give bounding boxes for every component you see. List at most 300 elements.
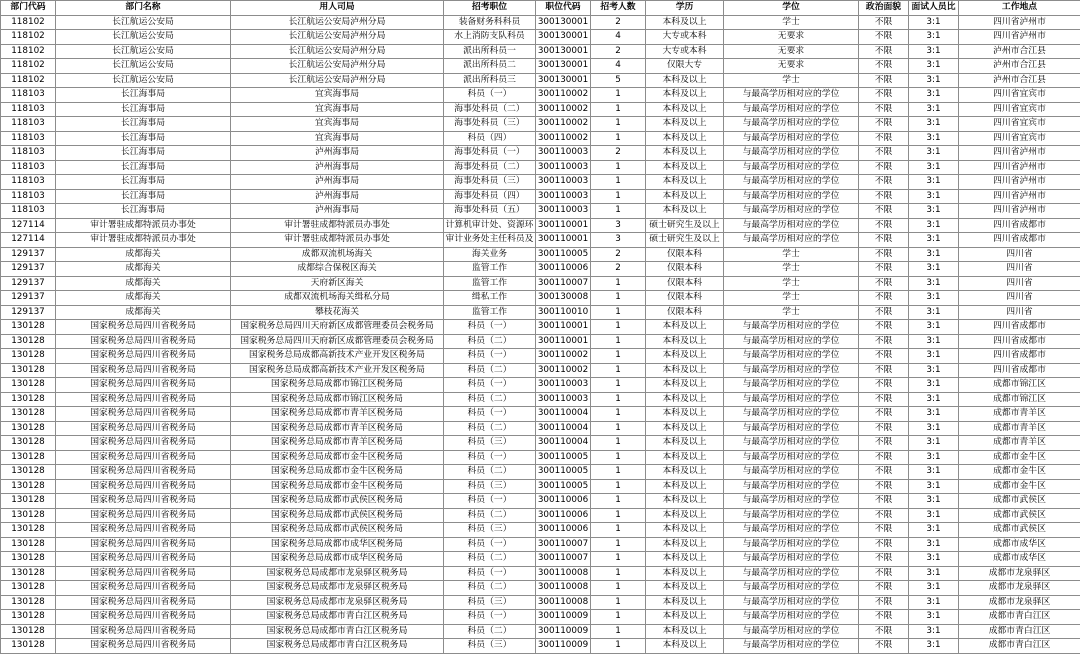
cell-dept-code[interactable]: 130128: [1, 421, 56, 436]
cell-degree[interactable]: 与最高学历相对应的学位: [724, 624, 859, 639]
cell-dept-name[interactable]: 国家税务总局四川省税务局: [56, 378, 231, 393]
cell-interview-ratio[interactable]: 3:1: [909, 73, 959, 88]
cell-position[interactable]: 监管工作: [444, 305, 536, 320]
cell-position-code[interactable]: 300130008: [536, 291, 591, 306]
cell-interview-ratio[interactable]: 3:1: [909, 465, 959, 480]
cell-position[interactable]: 科员（一）: [444, 407, 536, 422]
cell-headcount[interactable]: 1: [591, 102, 646, 117]
cell-hiring-bureau[interactable]: 长江航运公安局泸州分局: [231, 44, 444, 59]
cell-hiring-bureau[interactable]: 成都双流机场海关: [231, 247, 444, 262]
cell-work-location[interactable]: 四川省泸州市: [959, 30, 1080, 45]
cell-dept-code[interactable]: 130128: [1, 581, 56, 596]
cell-interview-ratio[interactable]: 3:1: [909, 392, 959, 407]
cell-headcount[interactable]: 4: [591, 30, 646, 45]
cell-dept-name[interactable]: 成都海关: [56, 262, 231, 277]
cell-education[interactable]: 本科及以上: [646, 175, 724, 190]
cell-degree[interactable]: 与最高学历相对应的学位: [724, 610, 859, 625]
cell-position-code[interactable]: 300110004: [536, 436, 591, 451]
cell-degree[interactable]: 与最高学历相对应的学位: [724, 494, 859, 509]
cell-education[interactable]: 本科及以上: [646, 639, 724, 654]
cell-position-code[interactable]: 300110002: [536, 102, 591, 117]
cell-dept-name[interactable]: 成都海关: [56, 291, 231, 306]
cell-degree[interactable]: 与最高学历相对应的学位: [724, 349, 859, 364]
cell-position-code[interactable]: 300110001: [536, 218, 591, 233]
cell-dept-code[interactable]: 130128: [1, 639, 56, 654]
cell-work-location[interactable]: 成都市锦江区: [959, 378, 1080, 393]
cell-dept-name[interactable]: 长江海事局: [56, 102, 231, 117]
cell-headcount[interactable]: 1: [591, 537, 646, 552]
cell-work-location[interactable]: 四川省宜宾市: [959, 88, 1080, 103]
cell-political-status[interactable]: 不限: [859, 494, 909, 509]
cell-position[interactable]: 监管工作: [444, 262, 536, 277]
cell-position-code[interactable]: 300110006: [536, 523, 591, 538]
cell-headcount[interactable]: 1: [591, 581, 646, 596]
cell-political-status[interactable]: 不限: [859, 146, 909, 161]
cell-position-code[interactable]: 300110002: [536, 363, 591, 378]
cell-work-location[interactable]: 四川省成都市: [959, 320, 1080, 335]
cell-political-status[interactable]: 不限: [859, 59, 909, 74]
cell-position-code[interactable]: 300110001: [536, 334, 591, 349]
cell-interview-ratio[interactable]: 3:1: [909, 59, 959, 74]
cell-work-location[interactable]: 成都市青羊区: [959, 407, 1080, 422]
header-position-code[interactable]: 职位代码: [536, 1, 591, 16]
cell-position[interactable]: 科员（二）: [444, 421, 536, 436]
cell-work-location[interactable]: 泸州市合江县: [959, 44, 1080, 59]
cell-education[interactable]: 本科及以上: [646, 392, 724, 407]
cell-hiring-bureau[interactable]: 国家税务总局成都市龙泉驿区税务局: [231, 566, 444, 581]
cell-headcount[interactable]: 1: [591, 508, 646, 523]
cell-education[interactable]: 本科及以上: [646, 610, 724, 625]
cell-education[interactable]: 本科及以上: [646, 450, 724, 465]
cell-education[interactable]: 本科及以上: [646, 508, 724, 523]
cell-headcount[interactable]: 1: [591, 450, 646, 465]
cell-interview-ratio[interactable]: 3:1: [909, 552, 959, 567]
cell-position[interactable]: 科员（一）: [444, 537, 536, 552]
cell-political-status[interactable]: 不限: [859, 204, 909, 219]
cell-headcount[interactable]: 1: [591, 436, 646, 451]
cell-position[interactable]: 科员（二）: [444, 508, 536, 523]
cell-degree[interactable]: 与最高学历相对应的学位: [724, 131, 859, 146]
cell-interview-ratio[interactable]: 3:1: [909, 247, 959, 262]
cell-headcount[interactable]: 1: [591, 378, 646, 393]
cell-political-status[interactable]: 不限: [859, 247, 909, 262]
cell-hiring-bureau[interactable]: 国家税务总局四川天府新区成都管理委员会税务局: [231, 334, 444, 349]
cell-dept-name[interactable]: 国家税务总局四川省税务局: [56, 479, 231, 494]
cell-work-location[interactable]: 成都市龙泉驿区: [959, 566, 1080, 581]
cell-political-status[interactable]: 不限: [859, 131, 909, 146]
cell-position-code[interactable]: 300110006: [536, 508, 591, 523]
cell-hiring-bureau[interactable]: 宜宾海事局: [231, 88, 444, 103]
cell-work-location[interactable]: 成都市龙泉驿区: [959, 595, 1080, 610]
cell-political-status[interactable]: 不限: [859, 233, 909, 248]
cell-hiring-bureau[interactable]: 泸州海事局: [231, 204, 444, 219]
cell-position[interactable]: 科员（二）: [444, 624, 536, 639]
cell-position-code[interactable]: 300110009: [536, 639, 591, 654]
cell-dept-name[interactable]: 国家税务总局四川省税务局: [56, 320, 231, 335]
cell-dept-code[interactable]: 130128: [1, 465, 56, 480]
cell-hiring-bureau[interactable]: 泸州海事局: [231, 175, 444, 190]
cell-degree[interactable]: 与最高学历相对应的学位: [724, 465, 859, 480]
cell-education[interactable]: 本科及以上: [646, 117, 724, 132]
cell-interview-ratio[interactable]: 3:1: [909, 450, 959, 465]
cell-hiring-bureau[interactable]: 审计署驻成都特派员办事处: [231, 218, 444, 233]
cell-position[interactable]: 水上消防支队科员: [444, 30, 536, 45]
cell-position[interactable]: 科员（一）: [444, 494, 536, 509]
cell-education[interactable]: 本科及以上: [646, 421, 724, 436]
cell-headcount[interactable]: 1: [591, 639, 646, 654]
cell-work-location[interactable]: 成都市武侯区: [959, 494, 1080, 509]
cell-position[interactable]: 科员（四）: [444, 131, 536, 146]
cell-interview-ratio[interactable]: 3:1: [909, 233, 959, 248]
cell-political-status[interactable]: 不限: [859, 349, 909, 364]
cell-interview-ratio[interactable]: 3:1: [909, 334, 959, 349]
cell-position-code[interactable]: 300110005: [536, 479, 591, 494]
cell-hiring-bureau[interactable]: 国家税务总局成都市龙泉驿区税务局: [231, 595, 444, 610]
cell-work-location[interactable]: 成都市金牛区: [959, 479, 1080, 494]
cell-work-location[interactable]: 四川省泸州市: [959, 175, 1080, 190]
cell-position[interactable]: 科员（二）: [444, 552, 536, 567]
header-degree[interactable]: 学位: [724, 1, 859, 16]
cell-dept-code[interactable]: 118103: [1, 175, 56, 190]
cell-degree[interactable]: 与最高学历相对应的学位: [724, 218, 859, 233]
cell-headcount[interactable]: 3: [591, 233, 646, 248]
cell-education[interactable]: 本科及以上: [646, 552, 724, 567]
header-dept-name[interactable]: 部门名称: [56, 1, 231, 16]
cell-position[interactable]: 科员（一）: [444, 610, 536, 625]
cell-interview-ratio[interactable]: 3:1: [909, 262, 959, 277]
cell-headcount[interactable]: 3: [591, 218, 646, 233]
cell-interview-ratio[interactable]: 3:1: [909, 117, 959, 132]
cell-dept-code[interactable]: 130128: [1, 407, 56, 422]
cell-dept-code[interactable]: 130128: [1, 349, 56, 364]
cell-headcount[interactable]: 1: [591, 552, 646, 567]
cell-position[interactable]: 科员（一）: [444, 88, 536, 103]
cell-headcount[interactable]: 5: [591, 73, 646, 88]
cell-interview-ratio[interactable]: 3:1: [909, 537, 959, 552]
cell-dept-code[interactable]: 130128: [1, 436, 56, 451]
cell-position-code[interactable]: 300110008: [536, 595, 591, 610]
cell-hiring-bureau[interactable]: 国家税务总局成都市成华区税务局: [231, 552, 444, 567]
cell-position[interactable]: 海事处科员（五）: [444, 204, 536, 219]
cell-work-location[interactable]: 四川省成都市: [959, 349, 1080, 364]
cell-hiring-bureau[interactable]: 审计署驻成都特派员办事处: [231, 233, 444, 248]
cell-degree[interactable]: 与最高学历相对应的学位: [724, 639, 859, 654]
cell-hiring-bureau[interactable]: 泸州海事局: [231, 160, 444, 175]
cell-education[interactable]: 本科及以上: [646, 595, 724, 610]
cell-dept-name[interactable]: 长江航运公安局: [56, 73, 231, 88]
cell-degree[interactable]: 与最高学历相对应的学位: [724, 160, 859, 175]
cell-dept-code[interactable]: 118103: [1, 189, 56, 204]
cell-headcount[interactable]: 1: [591, 421, 646, 436]
cell-dept-name[interactable]: 国家税务总局四川省税务局: [56, 508, 231, 523]
cell-work-location[interactable]: 四川省宜宾市: [959, 102, 1080, 117]
cell-dept-name[interactable]: 审计署驻成都特派员办事处: [56, 233, 231, 248]
cell-position[interactable]: 海关业务: [444, 247, 536, 262]
cell-work-location[interactable]: 四川省: [959, 262, 1080, 277]
cell-hiring-bureau[interactable]: 长江航运公安局泸州分局: [231, 30, 444, 45]
cell-dept-code[interactable]: 129137: [1, 247, 56, 262]
cell-education[interactable]: 仅限本科: [646, 247, 724, 262]
cell-hiring-bureau[interactable]: 国家税务总局成都市青白江区税务局: [231, 610, 444, 625]
cell-degree[interactable]: 与最高学历相对应的学位: [724, 479, 859, 494]
cell-hiring-bureau[interactable]: 国家税务总局成都市青羊区税务局: [231, 421, 444, 436]
cell-headcount[interactable]: 1: [591, 160, 646, 175]
cell-dept-name[interactable]: 长江航运公安局: [56, 59, 231, 74]
cell-position-code[interactable]: 300110003: [536, 378, 591, 393]
cell-political-status[interactable]: 不限: [859, 450, 909, 465]
cell-education[interactable]: 本科及以上: [646, 537, 724, 552]
cell-position[interactable]: 海事处科员（三）: [444, 175, 536, 190]
cell-degree[interactable]: 与最高学历相对应的学位: [724, 450, 859, 465]
cell-dept-code[interactable]: 118103: [1, 204, 56, 219]
cell-hiring-bureau[interactable]: 成都双流机场海关缉私分局: [231, 291, 444, 306]
cell-interview-ratio[interactable]: 3:1: [909, 102, 959, 117]
cell-hiring-bureau[interactable]: 泸州海事局: [231, 146, 444, 161]
cell-dept-name[interactable]: 长江海事局: [56, 88, 231, 103]
cell-position-code[interactable]: 300110007: [536, 537, 591, 552]
cell-work-location[interactable]: 成都市武侯区: [959, 508, 1080, 523]
cell-dept-name[interactable]: 国家税务总局四川省税务局: [56, 494, 231, 509]
cell-education[interactable]: 本科及以上: [646, 88, 724, 103]
cell-degree[interactable]: 学士: [724, 262, 859, 277]
cell-headcount[interactable]: 1: [591, 189, 646, 204]
cell-work-location[interactable]: 四川省泸州市: [959, 160, 1080, 175]
cell-position[interactable]: 科员（三）: [444, 523, 536, 538]
cell-dept-name[interactable]: 国家税务总局四川省税务局: [56, 436, 231, 451]
cell-position-code[interactable]: 300130001: [536, 44, 591, 59]
cell-hiring-bureau[interactable]: 宜宾海事局: [231, 117, 444, 132]
cell-education[interactable]: 硕士研究生及以上: [646, 218, 724, 233]
cell-dept-name[interactable]: 成都海关: [56, 276, 231, 291]
cell-interview-ratio[interactable]: 3:1: [909, 479, 959, 494]
header-interview-ratio[interactable]: 面试人员比: [909, 1, 959, 16]
cell-headcount[interactable]: 1: [591, 334, 646, 349]
cell-political-status[interactable]: 不限: [859, 175, 909, 190]
cell-dept-code[interactable]: 130128: [1, 624, 56, 639]
cell-hiring-bureau[interactable]: 国家税务总局成都市青羊区税务局: [231, 407, 444, 422]
cell-position-code[interactable]: 300110007: [536, 276, 591, 291]
cell-position-code[interactable]: 300110001: [536, 233, 591, 248]
cell-headcount[interactable]: 1: [591, 349, 646, 364]
cell-dept-code[interactable]: 129137: [1, 262, 56, 277]
cell-education[interactable]: 本科及以上: [646, 146, 724, 161]
cell-work-location[interactable]: 四川省成都市: [959, 334, 1080, 349]
cell-interview-ratio[interactable]: 3:1: [909, 610, 959, 625]
cell-position-code[interactable]: 300130001: [536, 15, 591, 30]
cell-degree[interactable]: 与最高学历相对应的学位: [724, 508, 859, 523]
cell-dept-name[interactable]: 长江海事局: [56, 204, 231, 219]
cell-hiring-bureau[interactable]: 国家税务总局成都市成华区税务局: [231, 537, 444, 552]
cell-education[interactable]: 本科及以上: [646, 160, 724, 175]
cell-hiring-bureau[interactable]: 国家税务总局成都市金牛区税务局: [231, 465, 444, 480]
cell-dept-name[interactable]: 成都海关: [56, 305, 231, 320]
cell-political-status[interactable]: 不限: [859, 73, 909, 88]
cell-degree[interactable]: 与最高学历相对应的学位: [724, 102, 859, 117]
cell-headcount[interactable]: 1: [591, 88, 646, 103]
cell-dept-name[interactable]: 长江海事局: [56, 189, 231, 204]
cell-hiring-bureau[interactable]: 长江航运公安局泸州分局: [231, 73, 444, 88]
cell-position-code[interactable]: 300110009: [536, 624, 591, 639]
cell-interview-ratio[interactable]: 3:1: [909, 523, 959, 538]
cell-dept-name[interactable]: 长江海事局: [56, 160, 231, 175]
cell-position[interactable]: 装备财务科科员: [444, 15, 536, 30]
cell-interview-ratio[interactable]: 3:1: [909, 581, 959, 596]
cell-dept-name[interactable]: 国家税务总局四川省税务局: [56, 465, 231, 480]
cell-position[interactable]: 计算机审计处、资源环: [444, 218, 536, 233]
cell-education[interactable]: 本科及以上: [646, 581, 724, 596]
cell-degree[interactable]: 与最高学历相对应的学位: [724, 595, 859, 610]
cell-headcount[interactable]: 1: [591, 392, 646, 407]
cell-headcount[interactable]: 1: [591, 204, 646, 219]
cell-interview-ratio[interactable]: 3:1: [909, 175, 959, 190]
cell-degree[interactable]: 与最高学历相对应的学位: [724, 204, 859, 219]
cell-headcount[interactable]: 1: [591, 291, 646, 306]
cell-interview-ratio[interactable]: 3:1: [909, 320, 959, 335]
cell-position[interactable]: 科员（二）: [444, 581, 536, 596]
cell-dept-code[interactable]: 127114: [1, 218, 56, 233]
cell-political-status[interactable]: 不限: [859, 160, 909, 175]
cell-headcount[interactable]: 2: [591, 262, 646, 277]
cell-political-status[interactable]: 不限: [859, 552, 909, 567]
cell-dept-code[interactable]: 129137: [1, 305, 56, 320]
cell-dept-code[interactable]: 130128: [1, 523, 56, 538]
cell-dept-name[interactable]: 长江航运公安局: [56, 15, 231, 30]
cell-work-location[interactable]: 四川省: [959, 291, 1080, 306]
cell-hiring-bureau[interactable]: 国家税务总局成都市金牛区税务局: [231, 479, 444, 494]
cell-position[interactable]: 科员（二）: [444, 334, 536, 349]
cell-hiring-bureau[interactable]: 攀枝花海关: [231, 305, 444, 320]
cell-interview-ratio[interactable]: 3:1: [909, 378, 959, 393]
cell-dept-name[interactable]: 国家税务总局四川省税务局: [56, 639, 231, 654]
cell-dept-name[interactable]: 国家税务总局四川省税务局: [56, 349, 231, 364]
cell-position[interactable]: 科员（三）: [444, 639, 536, 654]
cell-interview-ratio[interactable]: 3:1: [909, 421, 959, 436]
cell-position-code[interactable]: 300130001: [536, 59, 591, 74]
cell-education[interactable]: 本科及以上: [646, 523, 724, 538]
cell-political-status[interactable]: 不限: [859, 102, 909, 117]
cell-position-code[interactable]: 300110001: [536, 320, 591, 335]
cell-education[interactable]: 本科及以上: [646, 363, 724, 378]
cell-hiring-bureau[interactable]: 国家税务总局成都市龙泉驿区税务局: [231, 581, 444, 596]
cell-work-location[interactable]: 四川省宜宾市: [959, 131, 1080, 146]
cell-education[interactable]: 本科及以上: [646, 479, 724, 494]
cell-education[interactable]: 本科及以上: [646, 378, 724, 393]
cell-education[interactable]: 仅限本科: [646, 291, 724, 306]
cell-political-status[interactable]: 不限: [859, 218, 909, 233]
cell-education[interactable]: 本科及以上: [646, 320, 724, 335]
cell-interview-ratio[interactable]: 3:1: [909, 276, 959, 291]
cell-position-code[interactable]: 300110002: [536, 88, 591, 103]
cell-dept-code[interactable]: 118103: [1, 131, 56, 146]
cell-interview-ratio[interactable]: 3:1: [909, 639, 959, 654]
cell-degree[interactable]: 与最高学历相对应的学位: [724, 189, 859, 204]
cell-degree[interactable]: 无要求: [724, 59, 859, 74]
cell-position[interactable]: 科员（二）: [444, 363, 536, 378]
cell-work-location[interactable]: 四川省成都市: [959, 233, 1080, 248]
cell-degree[interactable]: 无要求: [724, 30, 859, 45]
cell-position-code[interactable]: 300110008: [536, 566, 591, 581]
cell-dept-code[interactable]: 130128: [1, 508, 56, 523]
cell-dept-code[interactable]: 130128: [1, 610, 56, 625]
cell-education[interactable]: 本科及以上: [646, 566, 724, 581]
cell-hiring-bureau[interactable]: 国家税务总局成都市青羊区税务局: [231, 436, 444, 451]
cell-position-code[interactable]: 300110005: [536, 450, 591, 465]
cell-position-code[interactable]: 300110004: [536, 421, 591, 436]
cell-degree[interactable]: 与最高学历相对应的学位: [724, 537, 859, 552]
cell-hiring-bureau[interactable]: 成都综合保税区海关: [231, 262, 444, 277]
cell-education[interactable]: 仅限本科: [646, 276, 724, 291]
cell-degree[interactable]: 与最高学历相对应的学位: [724, 233, 859, 248]
cell-hiring-bureau[interactable]: 国家税务总局成都高新技术产业开发区税务局: [231, 349, 444, 364]
cell-dept-code[interactable]: 118102: [1, 73, 56, 88]
cell-interview-ratio[interactable]: 3:1: [909, 595, 959, 610]
cell-work-location[interactable]: 四川省成都市: [959, 363, 1080, 378]
cell-political-status[interactable]: 不限: [859, 639, 909, 654]
cell-dept-code[interactable]: 118102: [1, 30, 56, 45]
cell-interview-ratio[interactable]: 3:1: [909, 407, 959, 422]
cell-degree[interactable]: 与最高学历相对应的学位: [724, 334, 859, 349]
cell-position[interactable]: 海事处科员（四）: [444, 189, 536, 204]
cell-position-code[interactable]: 300110005: [536, 247, 591, 262]
cell-dept-code[interactable]: 130128: [1, 552, 56, 567]
cell-headcount[interactable]: 1: [591, 407, 646, 422]
cell-interview-ratio[interactable]: 3:1: [909, 436, 959, 451]
cell-headcount[interactable]: 1: [591, 320, 646, 335]
cell-interview-ratio[interactable]: 3:1: [909, 566, 959, 581]
cell-dept-name[interactable]: 国家税务总局四川省税务局: [56, 552, 231, 567]
cell-degree[interactable]: 与最高学历相对应的学位: [724, 581, 859, 596]
cell-hiring-bureau[interactable]: 国家税务总局成都市武侯区税务局: [231, 508, 444, 523]
cell-dept-name[interactable]: 长江海事局: [56, 175, 231, 190]
cell-education[interactable]: 大专或本科: [646, 30, 724, 45]
cell-dept-code[interactable]: 130128: [1, 494, 56, 509]
cell-degree[interactable]: 无要求: [724, 44, 859, 59]
cell-education[interactable]: 仅限本科: [646, 305, 724, 320]
cell-interview-ratio[interactable]: 3:1: [909, 160, 959, 175]
cell-position-code[interactable]: 300110004: [536, 407, 591, 422]
cell-work-location[interactable]: 成都市成华区: [959, 552, 1080, 567]
cell-political-status[interactable]: 不限: [859, 305, 909, 320]
cell-headcount[interactable]: 1: [591, 131, 646, 146]
cell-political-status[interactable]: 不限: [859, 262, 909, 277]
cell-political-status[interactable]: 不限: [859, 465, 909, 480]
cell-dept-code[interactable]: 130128: [1, 566, 56, 581]
cell-work-location[interactable]: 成都市青白江区: [959, 610, 1080, 625]
cell-dept-code[interactable]: 118103: [1, 146, 56, 161]
cell-dept-code[interactable]: 118103: [1, 160, 56, 175]
cell-political-status[interactable]: 不限: [859, 334, 909, 349]
cell-degree[interactable]: 学士: [724, 247, 859, 262]
cell-dept-name[interactable]: 国家税务总局四川省税务局: [56, 363, 231, 378]
cell-dept-name[interactable]: 长江海事局: [56, 146, 231, 161]
header-work-location[interactable]: 工作地点: [959, 1, 1080, 16]
cell-headcount[interactable]: 1: [591, 610, 646, 625]
header-hiring-bureau[interactable]: 用人司局: [231, 1, 444, 16]
cell-hiring-bureau[interactable]: 宜宾海事局: [231, 131, 444, 146]
cell-education[interactable]: 本科及以上: [646, 494, 724, 509]
cell-dept-name[interactable]: 国家税务总局四川省税务局: [56, 334, 231, 349]
cell-dept-name[interactable]: 国家税务总局四川省税务局: [56, 610, 231, 625]
cell-position[interactable]: 科员（一）: [444, 349, 536, 364]
cell-work-location[interactable]: 成都市锦江区: [959, 392, 1080, 407]
cell-dept-code[interactable]: 130128: [1, 537, 56, 552]
cell-work-location[interactable]: 四川省: [959, 276, 1080, 291]
cell-dept-name[interactable]: 国家税务总局四川省税务局: [56, 624, 231, 639]
cell-position-code[interactable]: 300110003: [536, 392, 591, 407]
cell-work-location[interactable]: 成都市武侯区: [959, 523, 1080, 538]
cell-dept-name[interactable]: 国家税务总局四川省税务局: [56, 523, 231, 538]
cell-dept-code[interactable]: 129137: [1, 291, 56, 306]
